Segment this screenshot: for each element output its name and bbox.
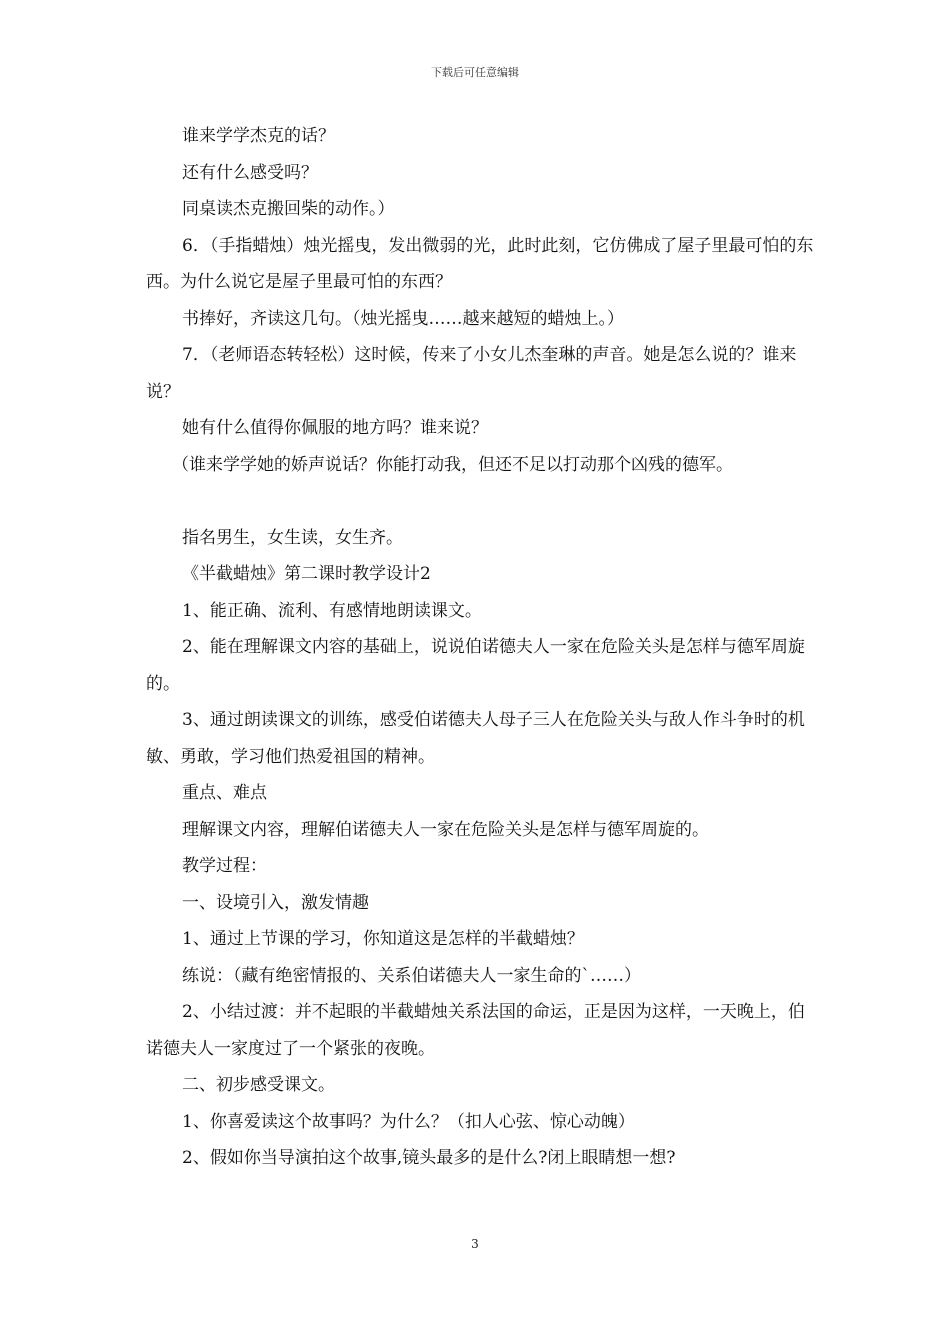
- paragraph-1: 谁来学学杰克的话？: [182, 126, 335, 146]
- page-header: 下载后可任意编辑: [431, 66, 519, 79]
- paragraph-10: 1、能正确、流利、有感情地朗读课文。: [182, 600, 482, 621]
- paragraph-9: 指名男生，女生读，女生齐。: [182, 527, 403, 548]
- paragraph-6: 7．（老师语态转轻松）这时候，传来了小女儿杰奎琳的声音。她是怎么说的？谁来说？: [146, 345, 797, 402]
- paragraph-3: 同桌读杰克搬回柴的动作。）: [182, 199, 395, 219]
- paragraph-17: 1、通过上节课的学习，你知道这是怎样的半截蜡烛？: [182, 929, 584, 949]
- paragraph-16: 一、设境引入，激发情趣: [182, 892, 369, 913]
- paragraph-7: 她有什么值得你佩服的地方吗？谁来说？: [182, 418, 488, 438]
- paragraph-20: 二、初步感受课文。: [182, 1075, 335, 1095]
- paragraph-18: 练说：（藏有绝密情报的、关系伯诺德夫人一家生命的`……）: [182, 965, 641, 986]
- paragraph-14: 理解课文内容，理解伯诺德夫人一家在危险关头是怎样与德军周旋的。: [182, 819, 709, 840]
- paragraph-2: 还有什么感受吗？: [182, 162, 318, 183]
- paragraph-11: 2、能在理解课文内容的基础上，说说伯诺德夫人一家在危险关头是怎样与德军周旋的。: [146, 637, 805, 694]
- document-body: [146, 118, 814, 1177]
- paragraph-19: 2、小结过渡：并不起眼的半截蜡烛关系法国的命运，正是因为这样，一天晚上，伯诺德夫人一家度过了一个紧张的夜晚。: [146, 1002, 805, 1059]
- page-number: 3: [471, 1237, 479, 1251]
- paragraph-21: 1、你喜爱读这个故事吗？为什么？（扣人心弦、惊心动魄）: [182, 1111, 635, 1132]
- paragraph-5: 书捧好，齐读这几句。（烛光摇曳……越来越短的蜡烛上。）: [182, 308, 624, 329]
- paragraph-22: 2、假如你当导演拍这个故事,镜头最多的是什么?闭上眼睛想一想?: [182, 1148, 676, 1168]
- blank-line: [146, 483, 814, 520]
- paragraph-12: 3、通过朗读课文的训练，感受伯诺德夫人母子三人在危险关头与敌人作斗争时的机敏、勇敢，学习他们热爱祖国的精神。: [146, 710, 805, 767]
- paragraph-15: 教学过程：: [182, 856, 267, 876]
- paragraph-8: （谁来学学她的娇声说话？你能打动我，但还不足以打动那个凶残的德军。: [172, 454, 733, 475]
- paragraph-4: 6．（手指蜡烛）烛光摇曳，发出微弱的光，此时此刻，它仿佛成了屋子里最可怕的东西。为什么说它是屋子里最可怕的东西？: [146, 235, 814, 292]
- section-title: 《半截蜡烛》第二课时教学设计2: [182, 564, 431, 584]
- paragraph-13: 重点、难点: [182, 783, 267, 803]
